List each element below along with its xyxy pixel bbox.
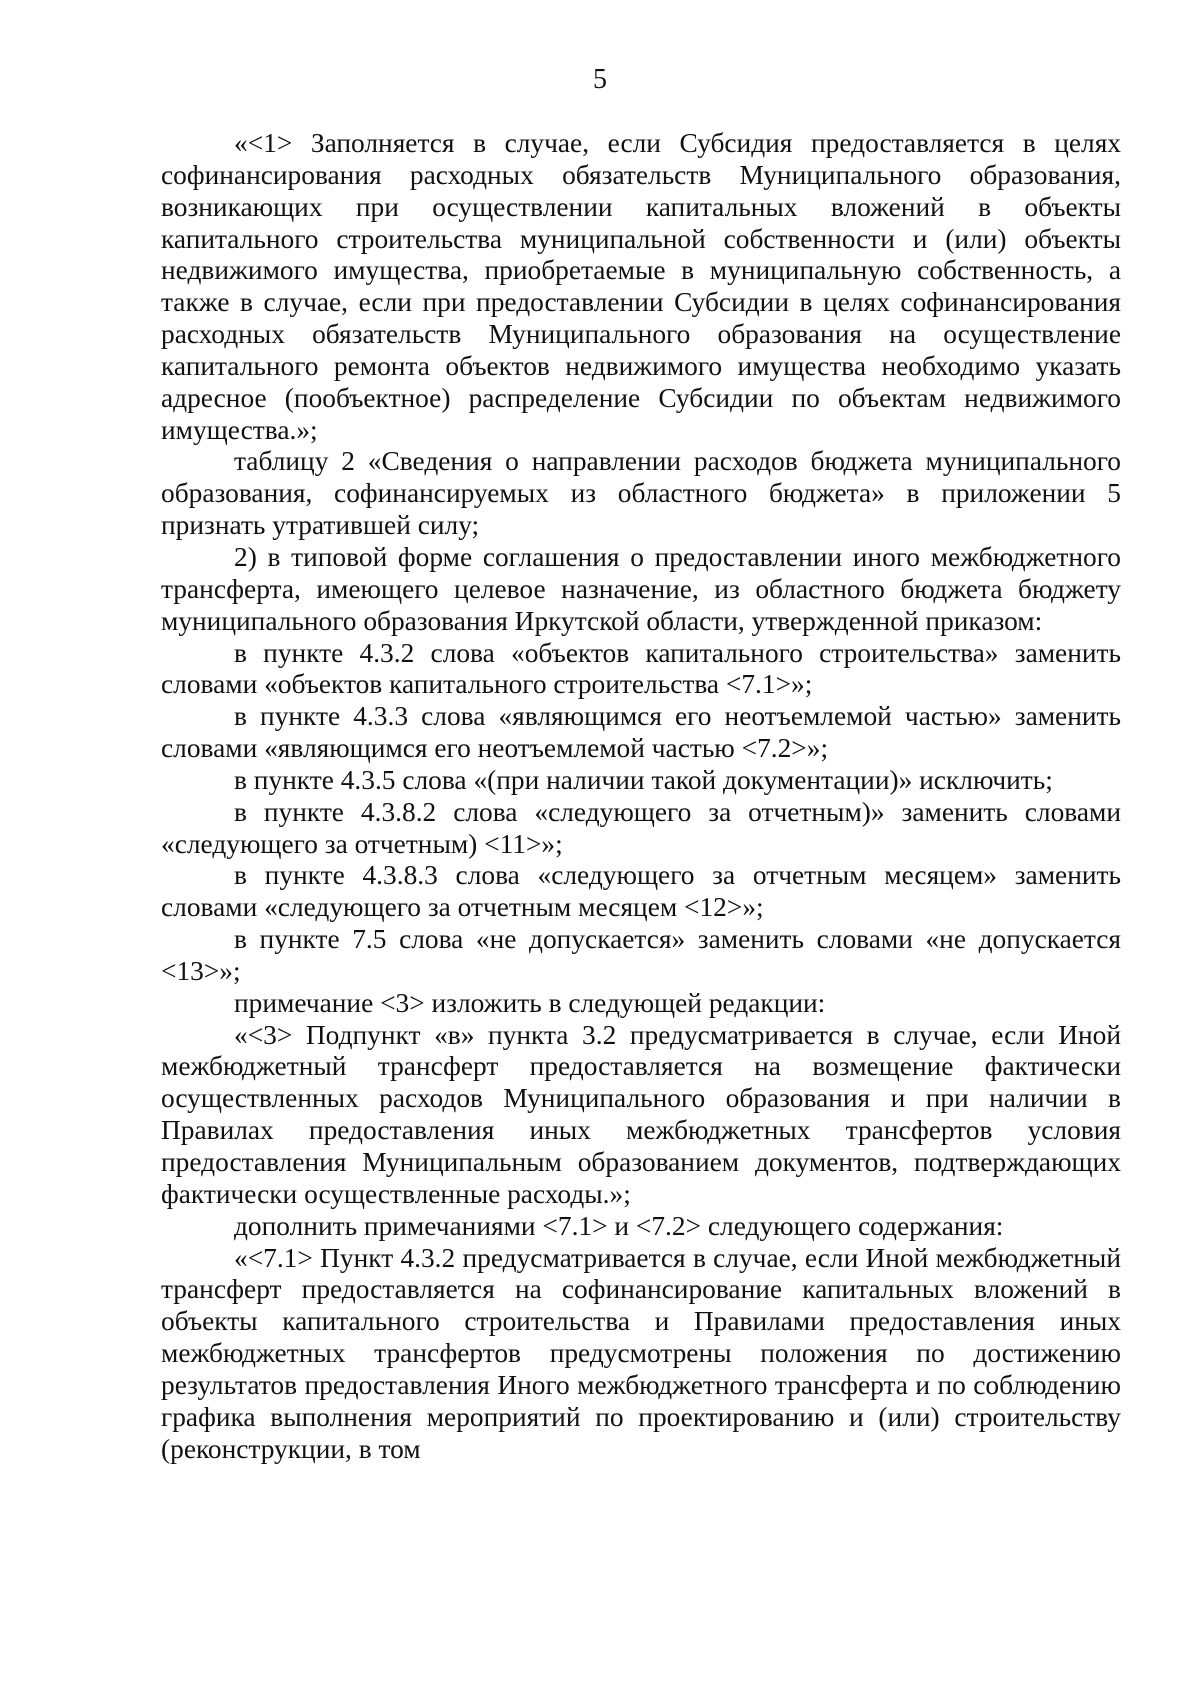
paragraph-point-4-3-8-2: в пункте 4.3.8.2 слова «следующего за отчетным)» заменить словами «следующего за отчетным) <11>»; — [161, 796, 1121, 859]
paragraph-note-3-intro: примечание <3> изложить в следующей редакции: — [234, 987, 826, 1018]
page-number: 5 — [593, 64, 607, 95]
paragraph-point-4-3-2: в пункте 4.3.2 слова «объектов капитального строительства» заменить словами «объектов капитального строительства <7.1>»; — [161, 637, 1121, 700]
paragraph-table-2: таблицу 2 «Сведения о направлении расходов бюджета муниципального образования, софинансируемых из областного бюджета» в приложении 5 признать утратившей силу; — [161, 446, 1121, 541]
paragraph-note-7-1: «<7.1> Пункт 4.3.2 предусматривается в случае, если Иной межбюджетный трансферт предоставляется на софинансирование капитальных вложений в объекты капитального строительства и Правилами предоставления иных межбюджетных трансфертов предусмотрены положения по достижению результатов предоставления Иного межбюджетного трансферта и по соблюдению графика выполнения мероприятий по проектированию и (или) строительству (реконструкции, в том — [161, 1242, 1121, 1464]
paragraph-note-1: «<1> Заполняется в случае, если Субсидия предоставляется в целях софинансирования расходных обязательств Муниципального образования, возникающих при осуществлении капитальных вложений в объекты капитального строительства муниципальной собственности и (или) объекты недвижимого имущества, приобретаемые в муниципальную собственность, а также в случае, если при предоставлении Субсидии в целях софинансирования расходных обязательств Муниципального образования на осуществление капитального ремонта объектов недвижимого имущества необходимо указать адресное (пообъектное) распределение Субсидии по объектам недвижимого имущества.»; — [161, 128, 1121, 445]
paragraph-notes-7-intro: дополнить примечаниями <7.1> и <7.2> следующего содержания: — [234, 1210, 1004, 1241]
paragraph-point-4-3-8-3: в пункте 4.3.8.3 слова «следующего за отчетным месяцем» заменить словами «следующего за отчетным месяцем <12>»; — [161, 860, 1121, 923]
paragraph-point-4-3-5: в пункте 4.3.5 слова «(при наличии такой документации)» исключить; — [234, 764, 1053, 795]
paragraph-point-7-5: в пункте 7.5 слова «не допускается» заменить словами «не допускается <13>»; — [161, 924, 1121, 986]
paragraph-point-4-3-3: в пункте 4.3.3 слова «являющимся его неотъемлемой частью» заменить словами «являющимся его неотъемлемой частью <7.2>»; — [161, 701, 1121, 764]
paragraph-note-3: «<3> Подпункт «в» пункта 3.2 предусматривается в случае, если Иной межбюджетный трансферт предоставляется на возмещение фактически осуществленных расходов Муниципального образования и при наличии в Правилах предоставления иных межбюджетных трансфертов условия предоставления Муниципальным образованием документов, подтверждающих фактически осуществленные расходы.»; — [161, 1019, 1121, 1209]
paragraph-item-2: 2) в типовой форме соглашения о предоставлении иного межбюджетного трансферта, имеющего целевое назначение, из областного бюджета бюджету муниципального образования Иркутской области, утвержденной приказом: — [161, 541, 1121, 636]
document-body — [161, 128, 1121, 1465]
